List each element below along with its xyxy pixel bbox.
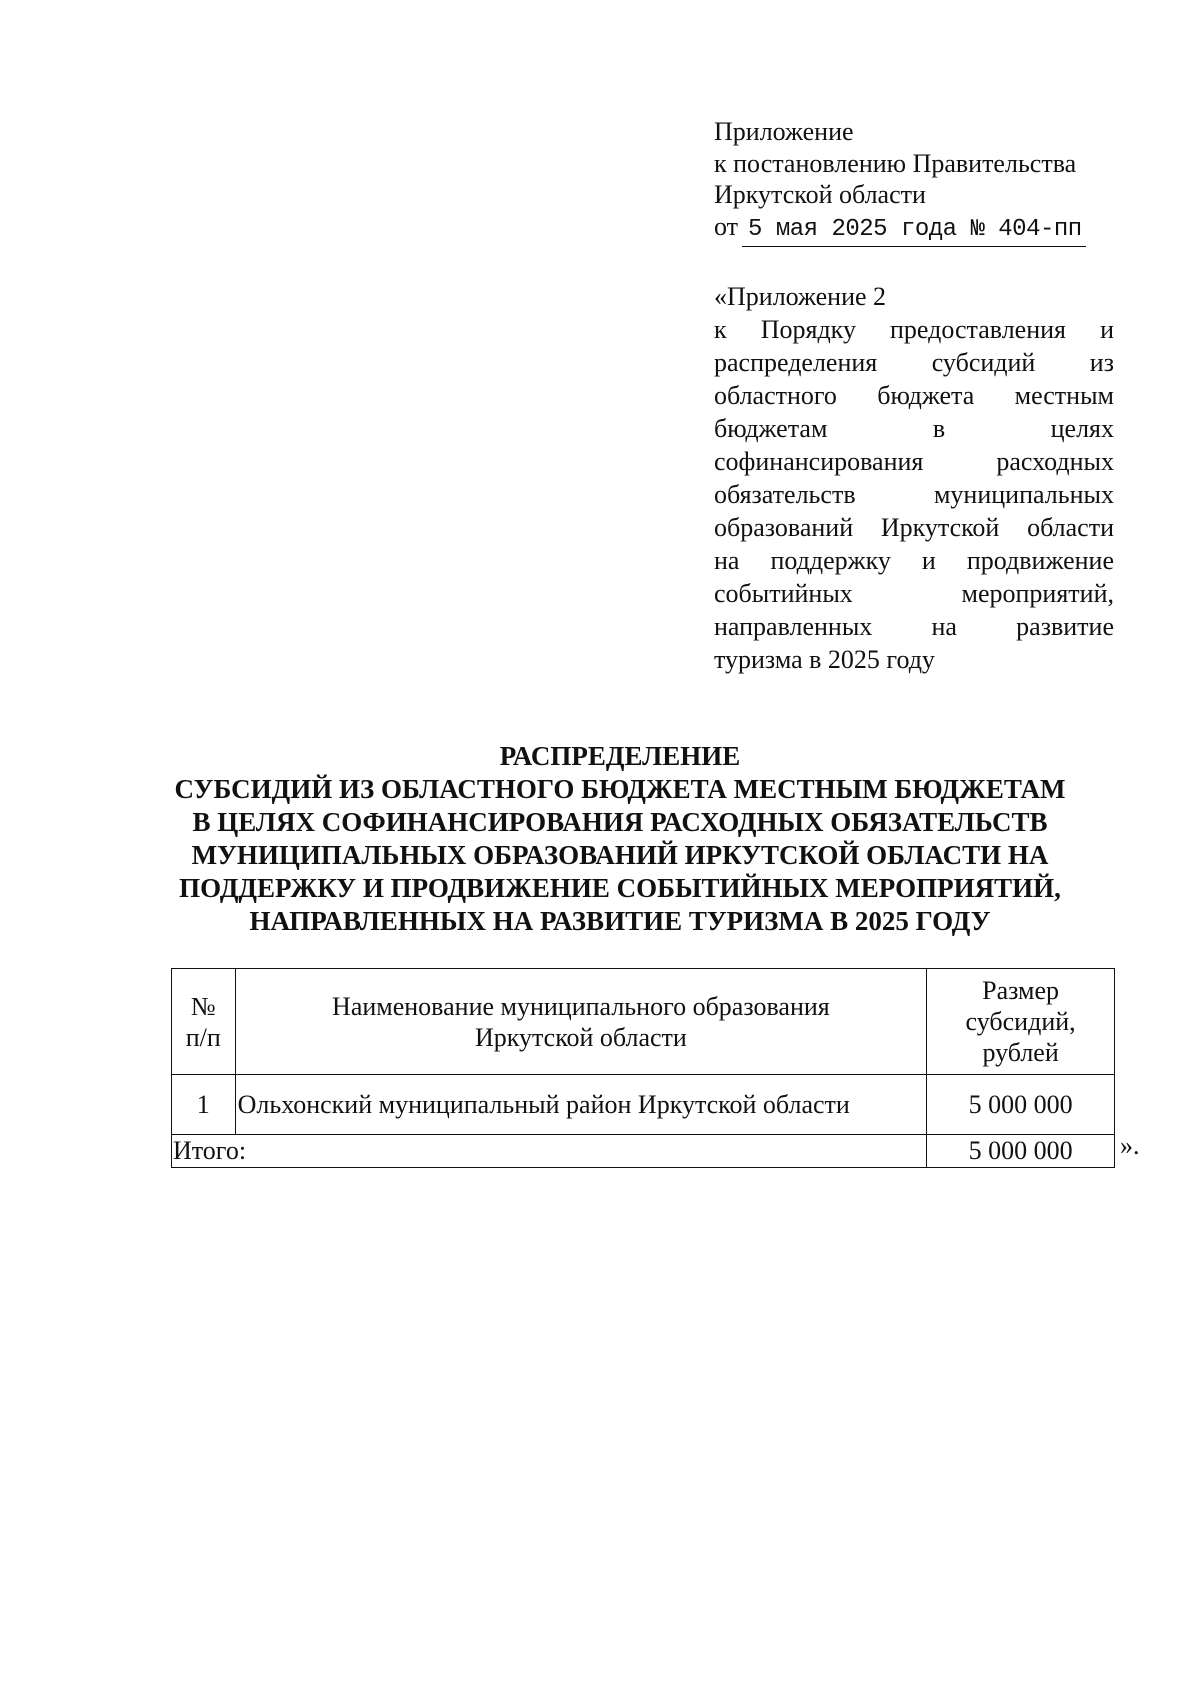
date-prefix: от xyxy=(714,211,739,241)
order-line: образований Иркутской области xyxy=(714,513,1114,542)
order-line: распределения субсидий из xyxy=(714,348,1114,377)
header-text: Наименование муниципального образования xyxy=(332,991,830,1021)
order-line: туризма в 2025 году xyxy=(714,645,935,674)
order-line: областного бюджета местным xyxy=(714,381,1114,410)
total-amount: 5 000 000 xyxy=(927,1135,1115,1168)
title-line: РАСПРЕДЕЛЕНИЕ xyxy=(499,741,741,771)
title-line: НАПРАВЛЕННЫХ НА РАЗВИТИЕ ТУРИЗМА В 2025 ГОДУ xyxy=(249,906,991,936)
order-line: направленных на развитие xyxy=(714,612,1114,641)
table-header-row xyxy=(172,969,1115,1075)
distribution-table xyxy=(171,968,1115,1168)
resolution-date-line xyxy=(714,211,1114,248)
header-text: Иркутской области xyxy=(474,1022,687,1052)
resolution-date: 5 мая 2025 года № 404-пп xyxy=(742,214,1086,248)
table-row xyxy=(172,1075,1115,1135)
header-text: субсидий, xyxy=(965,1007,1076,1036)
title-line: В ЦЕЛЯХ СОФИНАНСИРОВАНИЯ РАСХОДНЫХ ОБЯЗАТЕЛЬСТВ xyxy=(192,807,1048,837)
title-line: МУНИЦИПАЛЬНЫХ ОБРАЗОВАНИЙ ИРКУТСКОЙ ОБЛАСТИ НА xyxy=(191,840,1049,870)
appendix-line: Иркутской области xyxy=(714,180,926,209)
order-reference xyxy=(714,280,1114,676)
row-amount: 5 000 000 xyxy=(927,1075,1115,1135)
header-text: Размер xyxy=(982,976,1060,1005)
header-amount xyxy=(927,969,1115,1075)
header-municipality xyxy=(235,969,927,1075)
title-line: СУБСИДИЙ ИЗ ОБЛАСТНОГО БЮДЖЕТА МЕСТНЫМ БЮДЖЕТАМ xyxy=(174,774,1066,804)
header-text: рублей xyxy=(982,1038,1059,1067)
order-line: на поддержку и продвижение xyxy=(714,546,1114,575)
appendix-line: Приложение xyxy=(714,117,854,146)
document-title xyxy=(120,740,1120,938)
order-line: к Порядку предоставления и xyxy=(714,315,1114,344)
header-text: № xyxy=(190,991,216,1021)
total-row xyxy=(172,1135,1115,1168)
row-municipality: Ольхонский муниципальный район Иркутской области xyxy=(235,1075,927,1135)
order-line: событийных мероприятий, xyxy=(714,579,1114,608)
order-line: «Приложение 2 xyxy=(714,282,887,311)
header-text: п/п xyxy=(185,1022,221,1052)
row-number: 1 xyxy=(172,1075,236,1135)
order-line: софинансирования расходных xyxy=(714,447,1114,476)
title-line: ПОДДЕРЖКУ И ПРОДВИЖЕНИЕ СОБЫТИЙНЫХ МЕРОПРИЯТИЙ, xyxy=(179,873,1061,903)
appendix-header xyxy=(714,116,1114,247)
total-label: Итого: xyxy=(172,1135,927,1168)
closing-quote-mark: ». xyxy=(1120,1131,1140,1160)
appendix-line: к постановлению Правительства xyxy=(714,148,1077,178)
order-line: бюджетам в целях xyxy=(714,414,1114,443)
header-number xyxy=(172,969,236,1075)
order-line: обязательств муниципальных xyxy=(714,480,1114,509)
